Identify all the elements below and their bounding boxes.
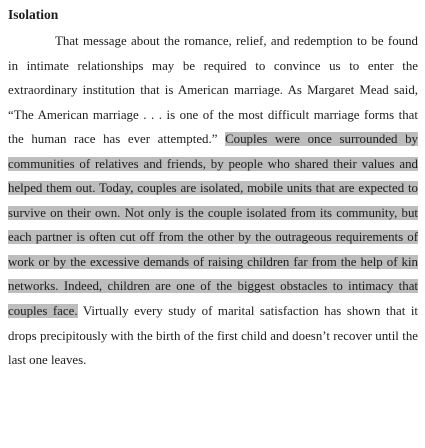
section-heading: Isolation: [8, 7, 59, 22]
document-page: [8, 4, 418, 373]
highlighted-passage[interactable]: Couples were once surrounded by communities of relatives and friends, by people who shared their values and helped them out. Today, couples are isolated, mobile units that are expected to survive on their own. Not only is the couple isolated from its community, but each partner is often cut off from the other by the outrageous requirements of work or by the excessive demands of raising children far from the help of kin networks. Indeed, children are one of the biggest obstacles to intimacy that couples face.: [8, 132, 418, 319]
paragraph-text-before-highlight: That message about the romance, relief, and redemption to be found in intimate relationships may be required to convince us to enter the extraordinary institution that is American marriage. As Margaret Mead said, “The American marriage . . . is one of the most difficult marriage forms that the human race has ever attempted.”: [8, 34, 418, 147]
paragraph-text-after-highlight: Virtually every study of marital satisfaction has shown that it drops precipitously with the birth of the first child and doesn’t recover until the last one leaves.: [8, 304, 418, 368]
body-paragraph: [8, 29, 418, 373]
